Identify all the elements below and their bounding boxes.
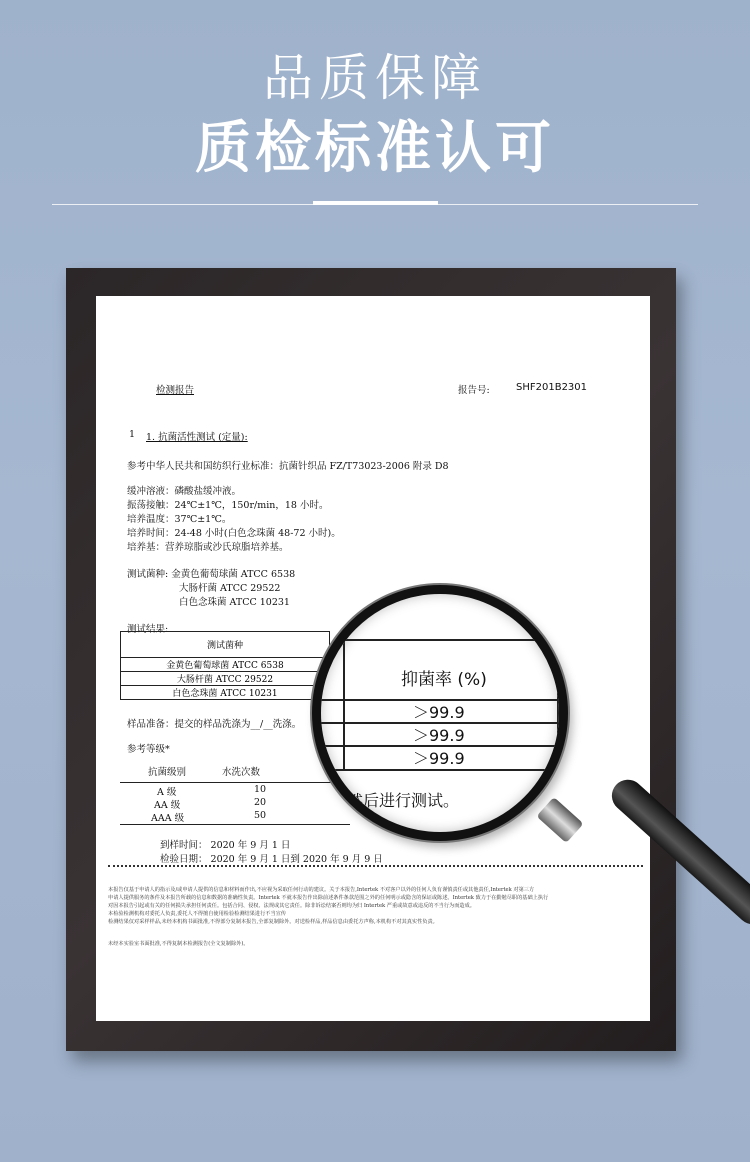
- dotted-separator: [108, 865, 643, 867]
- sample-prep: 样品准备：提交的样品洗涤为__/__洗涤。: [127, 719, 302, 730]
- fine-note: 未经本实验室书面批准,不得复制本检测报告(全文复制除外)。: [108, 941, 249, 947]
- strain-item: 大肠杆菌 ATCC 29522: [179, 583, 281, 594]
- standard-text: 参考中华人民共和国纺织行业标准：抗菌针织品 FZ/T73023-2006 附录 D8: [127, 461, 449, 472]
- table-row: [121, 672, 330, 686]
- condition-line: 培养基：营养琼脂或沙氏琼脂培养基。: [127, 542, 289, 553]
- grade-level: AA 级: [154, 800, 181, 811]
- grade-level: AAA 级: [151, 813, 185, 824]
- header-title-bold: 质检标准认可: [195, 116, 555, 181]
- zoom-footer-text: 然后进行测试。: [347, 791, 460, 810]
- zoom-rule: [321, 639, 567, 641]
- condition-line: 缓冲溶液：磷酸盐缓冲液。: [127, 486, 242, 497]
- results-cell: 白色念珠菌 ATCC 10231: [121, 686, 330, 700]
- fine-print: 对因本报告引起或有关的任何损失承担任何责任。包括合同、侵权、法规或其它责任。除非诉讼结案否则均为归 Intertek 严重或故意或违反的不当行为而造成。: [108, 903, 475, 909]
- zoom-column-header: 抑菌率 (%): [401, 670, 487, 690]
- table-row: [121, 632, 330, 658]
- header-title-light: 品质保障: [263, 49, 487, 107]
- report-no-label: 报告号:: [458, 385, 490, 396]
- zoom-value: ＞99.9: [413, 749, 465, 768]
- strains-label: 测试菌种: 金黄色葡萄球菌 ATCC 6538: [127, 569, 296, 580]
- condition-line: 培养时间：24-48 小时(白色念珠菌 48-72 小时)。: [127, 528, 341, 539]
- fine-print: 申请人提供服务的条件及本报告所载的信息和数据的准确性负责。Intertek 不就本报告作出除前述条件条款范围之外的任何明示或隐含的保证或陈述。Intertek 致力于在勤勉尽职的基础上执行: [108, 895, 549, 901]
- report-no: SHF201B2301: [516, 382, 588, 393]
- results-cell: 大肠杆菌 ATCC 29522: [121, 672, 330, 686]
- grade-washes: 10: [254, 784, 267, 795]
- strain-item: 白色念珠菌 ATCC 10231: [179, 597, 290, 608]
- results-cell: 金黄色葡萄球菌 ATCC 6538: [121, 658, 330, 672]
- received-date: 到样时间： 2020 年 9 月 1 日: [160, 840, 291, 851]
- grade-label: 参考等级*: [127, 744, 170, 755]
- results-table: [120, 631, 330, 700]
- grade-washes: 50: [254, 810, 267, 821]
- zoom-value: ＞99.9: [413, 726, 465, 745]
- table-row: [121, 658, 330, 672]
- magnifier-lens: [312, 585, 568, 841]
- divider-accent: [313, 201, 438, 205]
- grade-level: A 级: [157, 787, 177, 798]
- zoom-rule: [557, 634, 559, 769]
- table-row: [121, 686, 330, 700]
- condition-line: 培养温度：37℃±1℃。: [127, 514, 232, 525]
- grade-header: 水洗次数: [222, 767, 261, 778]
- zoom-rule: [321, 769, 567, 771]
- zoom-value: ＞99.9: [413, 703, 465, 722]
- table-rule: [120, 824, 350, 825]
- section-index: 1: [129, 429, 136, 440]
- results-header: 测试菌种: [121, 632, 330, 658]
- zoom-rule: [343, 594, 345, 769]
- table-rule: [120, 782, 350, 783]
- fine-print: 本检验检测机构对委托人负责,委托人不得擅自使用检验检测结果进行不当宣传: [108, 911, 287, 917]
- grade-washes: 20: [254, 797, 267, 808]
- results-label: 测试结果:: [127, 624, 169, 635]
- fine-print: 本报告仅基于申请人的指示及/或申请人提供的信息和材料而作出,不应视为采取任何行动的建议。关于本报告,Intertek 不对客户以外的任何人负有谨慎责任或其他责任,Intertek 对第三方: [108, 887, 535, 893]
- section-title: 1. 抗菌活性测试 (定量):: [146, 432, 248, 443]
- fine-print: 检测结果仅对采样样品,未经本机构书面批准,不得部分复制本报告,全部复制除外。对送检样品,样品信息由委托方声称,本机构不对其真实性负责。: [108, 919, 438, 925]
- doc-label: 检测报告: [156, 385, 195, 396]
- condition-line: 振荡接触：24℃±1℃，150r/min，18 小时。: [127, 500, 329, 511]
- test-date: 检验日期： 2020 年 9 月 1 日到 2020 年 9 月 9 日: [160, 854, 383, 865]
- grade-header: 抗菌级别: [148, 767, 187, 778]
